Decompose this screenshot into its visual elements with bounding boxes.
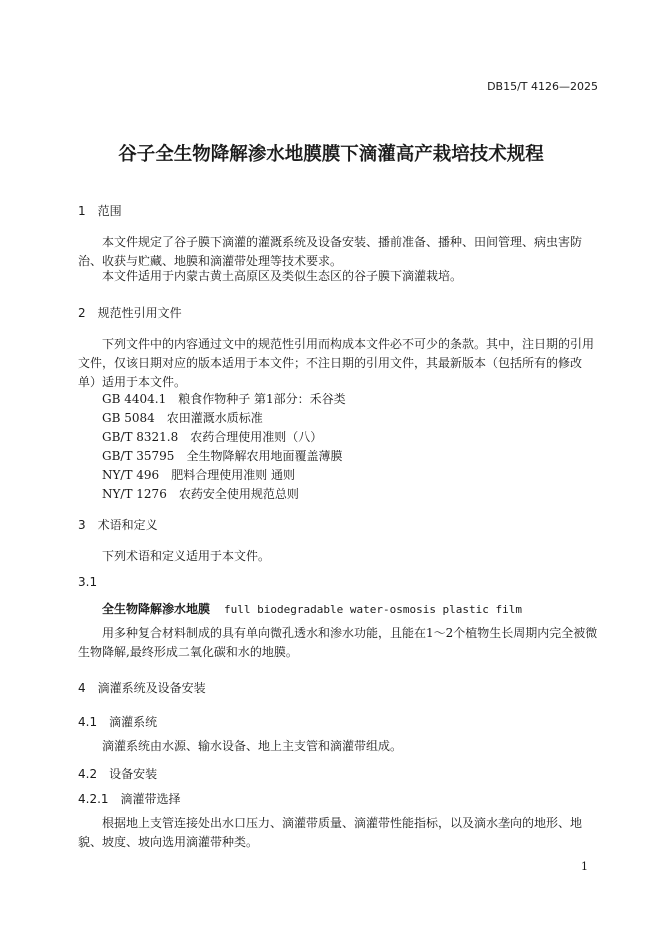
section-number: 4	[78, 681, 86, 695]
section-number: 3	[78, 518, 86, 532]
subsection-4-2-heading	[78, 765, 157, 782]
section-1-heading	[78, 202, 122, 219]
paragraph-scope-1: 本文件规定了谷子膜下滴灌的灌溉系统及设备安装、播前准备、播种、田间管理、病虫害防治、收获与贮藏、地膜和滴灌带处理等技术要求。	[78, 235, 583, 268]
section-2-heading	[78, 304, 182, 321]
paragraph-drip-system: 滴灌系统由水源、输水设备、地上主支管和滴灌带组成。	[102, 739, 403, 753]
paragraph-references-intro: 下列文件中的内容通过文中的规范性引用而构成本文件必不可少的条款。其中，注日期的引用文件，仅该日期对应的版本适用于本文件；不注日期的引用文件，其最新版本（包括所有的修改单）适用于本文件。	[78, 337, 595, 389]
reference-item: GB 4404.1 粮食作物种子 第1部分：禾谷类	[102, 392, 346, 406]
section-3-heading	[78, 516, 158, 533]
paragraph-terms-intro: 下列术语和定义适用于本文件。	[102, 549, 271, 563]
reference-item: NY/T 1276 农药安全使用规范总则	[102, 487, 299, 501]
section-title: 滴灌系统及设备安装	[97, 681, 206, 695]
paragraph-scope-2: 本文件适用于内蒙古黄土高原区及类似生态区的谷子膜下滴灌栽培。	[102, 269, 463, 283]
section-number: 1	[78, 204, 86, 218]
section-4-heading	[78, 679, 206, 696]
section-number: 2	[78, 306, 86, 320]
subsection-4-1-heading	[78, 713, 157, 730]
term-entry	[102, 600, 522, 618]
section-title: 范围	[97, 204, 122, 218]
reference-item: GB 5084 农田灌溉水质标准	[102, 411, 263, 425]
subsection-number: 4.1	[78, 715, 98, 729]
subsection-title: 滴灌系统	[109, 715, 158, 729]
subsection-title: 滴灌带选择	[120, 792, 181, 806]
reference-item: GB/T 35795 全生物降解农用地面覆盖薄膜	[102, 449, 343, 463]
page-number: 1	[581, 860, 588, 873]
paragraph-drip-tape-selection: 根据地上支管连接处出水口压力、滴灌带质量、滴灌带性能指标，以及滴水垄向的地形、地貌、坡度、坡向选用滴灌带种类。	[78, 816, 583, 849]
reference-item: NY/T 496 肥料合理使用准则 通则	[102, 468, 296, 482]
term-number: 3.1	[78, 575, 98, 589]
term-english: full biodegradable water-osmosis plastic film	[224, 603, 523, 616]
section-title: 术语和定义	[97, 518, 158, 532]
paragraph-term-definition: 用多种复合材料制成的具有单向微孔透水和渗水功能，且能在1～2个植物生长周期内完全被微生物降解,最终形成二氧化碳和水的地膜。	[78, 626, 598, 659]
subsection-number: 4.2.1	[78, 792, 109, 806]
document-code: DB15/T 4126—2025	[487, 80, 598, 93]
section-title: 规范性引用文件	[97, 306, 182, 320]
term-chinese: 全生物降解渗水地膜	[102, 602, 211, 616]
subsection-4-2-1-heading	[78, 790, 181, 807]
subsection-number: 4.2	[78, 767, 98, 781]
subsection-title: 设备安装	[109, 767, 158, 781]
document-title: 谷子全生物降解渗水地膜膜下滴灌高产栽培技术规程	[118, 144, 544, 165]
reference-item: GB/T 8321.8 农药合理使用准则（八）	[102, 430, 323, 444]
